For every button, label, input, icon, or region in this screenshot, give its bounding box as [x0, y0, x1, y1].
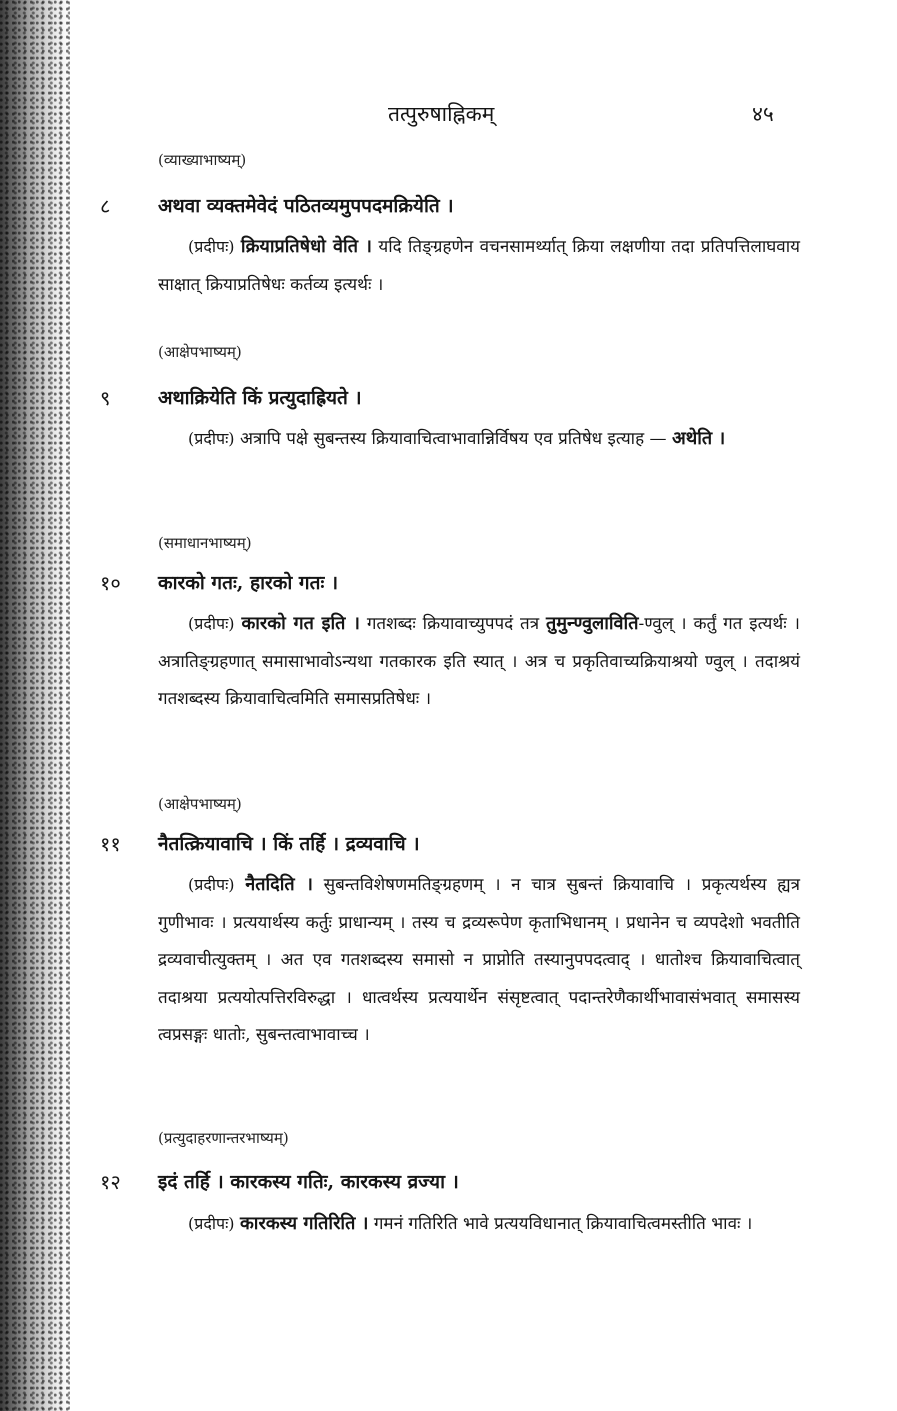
- pradipa-commentary: [158, 420, 800, 459]
- pradipa-label: (प्रदीपः): [188, 875, 235, 894]
- section-label: (प्रत्युदाहरणान्तरभाष्यम्): [158, 1129, 289, 1147]
- pradipa-sutra-quote: तुमुन्ण्वुलाविति: [546, 613, 639, 634]
- page-header: [0, 100, 897, 134]
- verse-text: कारको गतः, हारको गतः ।: [158, 572, 339, 594]
- pradipa-label: (प्रदीपः): [188, 237, 235, 256]
- pradipa-label: (प्रदीपः): [188, 429, 235, 448]
- pradipa-label: (प्रदीपः): [188, 1214, 235, 1233]
- section-label: (आक्षेपभाष्यम्): [158, 795, 242, 813]
- pradipa-text: यदि तिङ्ग्रहणेन वचनसामर्थ्यात् क्रिया लक्षणीया तदा प्रतिपत्तिलाघवाय साक्षात् क्रियाप्रतिषेधः कर्तव्य इत्यर्थः ।: [158, 237, 801, 295]
- verse-number: ९: [100, 386, 111, 410]
- pradipa-pratika: कारकस्य गतिरिति ।: [239, 1213, 369, 1234]
- verse-number: ८: [100, 194, 111, 218]
- verse-number: ११: [100, 832, 121, 856]
- pradipa-text: गमनं गतिरिति भावे प्रत्ययविधानात् क्रियावाचित्वमस्तीति भावः ।: [373, 1214, 753, 1234]
- pradipa-text: सुबन्तविशेषणमतिङ्ग्रहणम् । न चात्र सुबन्तं क्रियावाचि । प्रकृत्यर्थस्य ह्यत्र गुणीभावः । प्रत्ययार्थस्य कर्तुः प्राधान्यम् । तस्य च द्रव्यरूपेण कृताभिधानम् । प्रधानेन च व्यपदेशो भवतीति द्रव्यवाचीत्युक्तम् । अत एव गतशब्दस्य समासो न प्राप्नोति तस्यानुपपदत्वाद् । धातोश्च क्रियावाचित्वात् तदाश्रया प्रत्ययोत्पत्तिरविरुद्धा । धात्वर्थस्य प्रत्ययार्थेन संसृष्टत्वात् पदान्तरेणैकार्थीभावासंभवात् समासस्य त्वप्रसङ्गः धातोः, सुबन्तत्वाभावाच्च ।: [158, 875, 801, 1045]
- scanned-page-edge: [0, 0, 70, 1411]
- pradipa-pratika: नैतदिति ।: [245, 874, 313, 895]
- pradipa-text: अत्रापि पक्षे सुबन्तस्य क्रियावाचित्वाभावान्निर्विषय एव प्रतिषेध इत्याह —: [239, 429, 667, 449]
- section-label: (समाधानभाष्यम्): [158, 534, 252, 552]
- pradipa-pratika: क्रियाप्रतिषेधो वेति ।: [240, 236, 372, 257]
- verse-text: नैतत्क्रियावाचि । किं तर्हि । द्रव्यवाचि ।: [158, 833, 420, 855]
- page-number: ४५: [752, 102, 774, 126]
- pradipa-commentary: [158, 866, 800, 1055]
- verse-text: अथाक्रियेति किं प्रत्युदाह्रियते ।: [158, 387, 362, 409]
- pradipa-text-lead: गतशब्दः क्रियावाच्युपपदं तत्र: [366, 614, 540, 634]
- verse-number: १०: [100, 571, 121, 595]
- section-label: (आक्षेपभाष्यम्): [158, 343, 242, 361]
- pradipa-commentary: [158, 228, 800, 304]
- pradipa-text: -ण्वुल् । कर्तुं गत इत्यर्थः । अत्रातिङ्ग्रहणात् समासाभावोऽन्यथा गतकारक इति स्यात् । अत्र च प्रकृतिवाच्यक्रियाश्रयो ण्वुल् । तदाश्रयं गतशब्दस्य क्रियावाचित्वमिति समासप्रतिषेधः ।: [158, 614, 800, 709]
- verse-number: १२: [100, 1170, 121, 1194]
- pradipa-commentary: [158, 605, 800, 719]
- verse-text: इदं तर्हि । कारकस्य गतिः, कारकस्य व्रज्या ।: [158, 1171, 459, 1193]
- verse-text: अथवा व्यक्तमेवेदं पठितव्यमुपपदमक्रियेति ।: [158, 195, 454, 217]
- pradipa-pratika: अथेति ।: [671, 428, 726, 449]
- running-title: तत्पुरुषाह्निकम्: [388, 102, 495, 126]
- section-label: (व्याख्याभाष्यम्): [158, 151, 247, 169]
- pradipa-pratika: कारको गत इति ।: [241, 613, 360, 634]
- pradipa-label: (प्रदीपः): [188, 614, 235, 633]
- pradipa-commentary: [158, 1205, 800, 1244]
